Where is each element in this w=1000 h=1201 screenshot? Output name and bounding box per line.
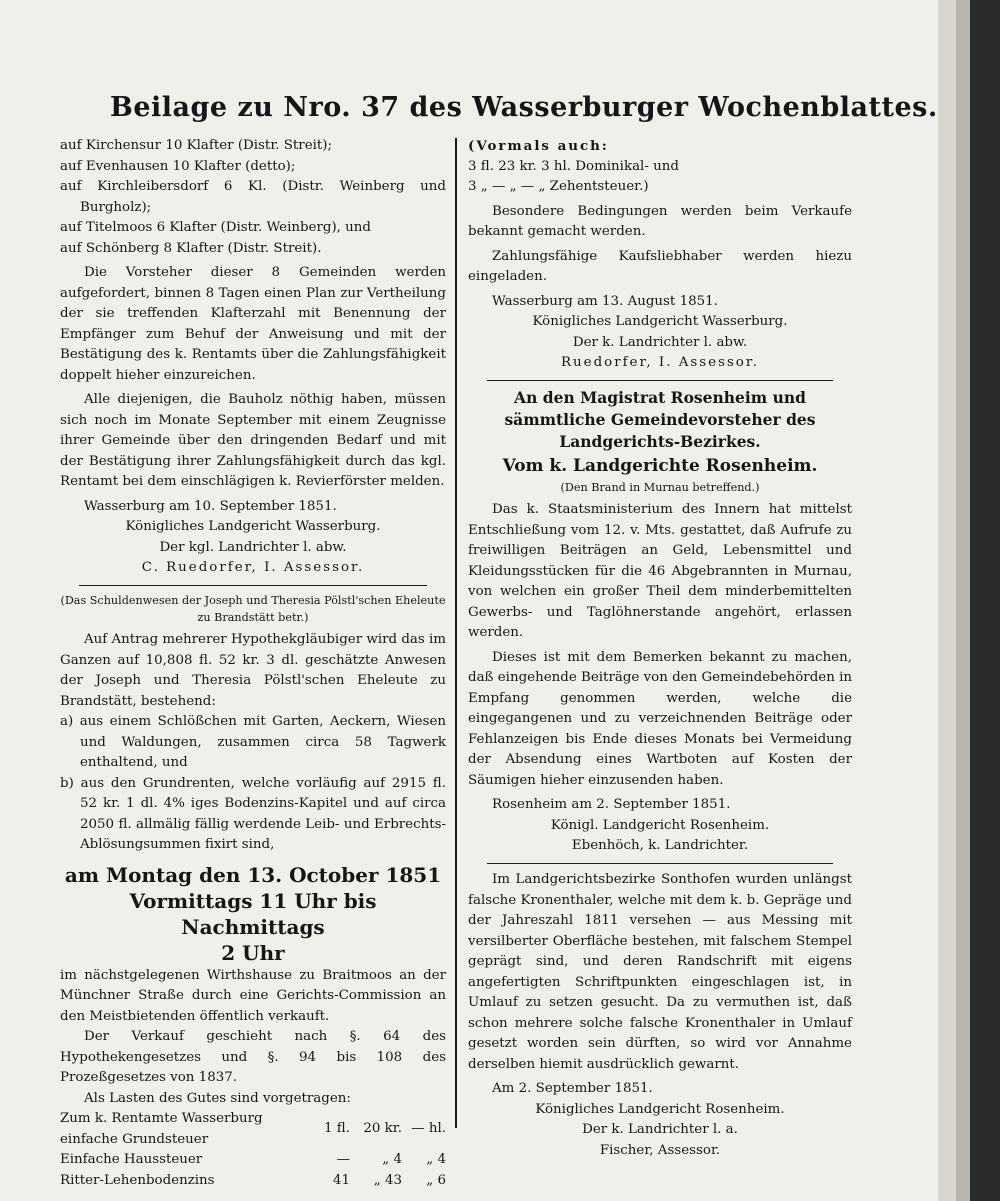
- paragraph: Besondere Bedingungen werden beim Verkaufe bekannt gemacht werden.: [468, 203, 852, 239]
- court-name: Königl. Landgericht Rosenheim.: [550, 817, 770, 833]
- table-cell: 1 fl.: [324, 1121, 350, 1137]
- paragraph: Dieses ist mit dem Bemerken bekannt zu machen, daß eingehende Beiträge von den Gemeindebehörden in Empfang genommen werden, welche die eingegangenen und zu verzeichnenden Beiträge oder Fehlanzeigen bis Ende dieses Monats bei Vermeidung der Absendung eines Wartboten auf Kosten der Säumigen hieher einzusenden haben.: [468, 649, 852, 788]
- divider: [487, 863, 833, 865]
- page-edge: [938, 0, 956, 1201]
- auction-time-end: 2 Uhr: [221, 940, 285, 965]
- signature: C. Ruedorfer, I. Assessor.: [141, 560, 365, 575]
- table-cell: „ 4: [382, 1152, 402, 1167]
- paragraph: Als Lasten des Gutes sind vorgetragen:: [84, 1090, 351, 1106]
- paragraph: Alle diejenigen, die Bauholz nöthig haben, müssen sich noch im Monate September mit einem Zeugnisse ihrer Gemeinde über den dringenden Bedarf und mit der Bestätigung ihrer Zahlungsfähigkeit durch das kgl. Rentamt bei dem einschlägigen k. Revierförster melden.: [60, 392, 446, 489]
- table-cell: 20 kr.: [363, 1121, 402, 1137]
- auction-time: Vormittags 11 Uhr bis Nachmittags: [129, 888, 377, 939]
- paragraph: Auf Antrag mehrerer Hypothekgläubiger wird das im Ganzen auf 10,808 fl. 52 kr. 3 dl. geschätzte Anwesen der Joseph und Theresia Pölstl'schen Eheleute zu Brandstätt, bestehend:: [60, 632, 446, 709]
- notice-subject: (Den Brand in Murnau betreffend.): [560, 481, 760, 494]
- vormals-line: 3 „ — „ — „ Zehentsteuer.): [468, 179, 649, 194]
- list-item: a) aus einem Schlößchen mit Garten, Aeckern, Wiesen und Waldungen, zusammen circa 58 Tagwerk enthaltend, und: [60, 714, 446, 770]
- table-cell: „ 6: [426, 1172, 446, 1188]
- divider: [487, 380, 833, 382]
- judge-line: Der k. Landrichter l. a.: [582, 1122, 738, 1137]
- paragraph: Im Landgerichtsbezirke Sonthofen wurden unlängst falsche Kronenthaler, welche mit dem k. b. Gepräge und der Jahreszahl 1811 versehen — aus Messing mit versilberter Oberfläche bestehen, mit falschem Stempel geprägt sind, und deren Randschrift mit eigens angefertigten Schriftpunkten eingeschlagen ist, in Umlauf zu setzen gesucht. Da zu vermuthen ist, daß schon mehrere solche falsche Kronenthaler in Umlauf gesetzt worden sein dürften, so wird vor Annahme derselben hiemit ausdrücklich gewarnt.: [468, 872, 852, 1072]
- table-row: [60, 1171, 446, 1192]
- list-item: auf Titelmoos 6 Klafter (Distr. Weinberg), und: [60, 220, 372, 235]
- auction-date: am Montag den 13. October 1851: [64, 862, 442, 887]
- table-row: [60, 1150, 446, 1171]
- court-name: Königliches Landgericht Rosenheim.: [535, 1101, 785, 1117]
- list-item: auf Schönberg 8 Klafter (Distr. Streit).: [60, 240, 322, 256]
- signature: Ebenhöch, k. Landrichter.: [571, 838, 749, 853]
- date-line: Wasserburg am 10. September 1851.: [84, 498, 337, 514]
- table-cell: „ 43: [373, 1172, 402, 1188]
- paragraph: Das k. Staatsministerium des Innern hat mittelst Entschließung vom 12. v. Mts. gestattet, daß Aufrufe zu freiwilligen Beiträgen an Geld, Lebensmittel und Kleidungsstücken für die 46 Abgebrannten in Murnau, von welchen ein großer Theil dem minderbemittelten Gewerbs- und Taglöhnerstande angehört, erlassen werden.: [468, 502, 852, 640]
- page-edge: [956, 0, 970, 1201]
- signature: Ruedorfer, I. Assessor.: [560, 355, 760, 370]
- date-line: Am 2. September 1851.: [492, 1081, 653, 1096]
- judge-line: Der k. Landrichter l. abw.: [572, 334, 748, 350]
- table-cell: 41: [332, 1172, 350, 1188]
- issuer-heading: Vom k. Landgerichte Rosenheim.: [502, 456, 818, 476]
- table-cell: Einfache Haussteuer: [60, 1152, 203, 1167]
- column-rule: [455, 138, 457, 1128]
- address-line: An den Magistrat Rosenheim und sämmtliche Gemeindevorsteher des Landgerichts-Bezirkes.: [504, 388, 816, 451]
- table-cell: — hl.: [411, 1121, 446, 1137]
- vormals-line: 3 fl. 23 kr. 3 hl. Dominikal- und: [468, 158, 679, 174]
- date-line: Rosenheim am 2. September 1851.: [492, 797, 731, 812]
- judge-line: Der kgl. Landrichter l. abw.: [159, 539, 347, 555]
- court-name: Königliches Landgericht Wasserburg.: [532, 314, 788, 329]
- date-line: Wasserburg am 13. August 1851.: [492, 293, 718, 309]
- list-item: auf Kirchleibersdorf 6 Kl. (Distr. Weinberg und Burgholz);: [60, 179, 446, 215]
- right-column: [468, 136, 852, 1161]
- table-cell: Ritter-Lehenbodenzins: [60, 1172, 215, 1188]
- list-item: auf Evenhausen 10 Klafter (detto);: [60, 158, 296, 174]
- table-cell: Zum k. Rentamte Wasserburg einfache Grundsteuer: [60, 1111, 263, 1147]
- book-spine-shadow: [970, 0, 1000, 1201]
- signature: Fischer, Assessor.: [599, 1142, 721, 1158]
- court-name: Königliches Landgericht Wasserburg.: [125, 519, 381, 534]
- divider: [79, 585, 426, 587]
- paragraph: Der Verkauf geschieht nach §. 64 des Hypothekengesetzes und §. 94 bis 108 des Prozeßgesetzes von 1837.: [60, 1029, 446, 1085]
- table-cell: „ 4: [426, 1152, 446, 1167]
- table-row: [60, 1109, 446, 1150]
- page-header: Beilage zu Nro. 37 des Wasserburger Wochenblattes.: [110, 92, 938, 123]
- vormals-heading: (Vormals auch:: [468, 138, 609, 154]
- paragraph: Die Vorsteher dieser 8 Gemeinden werden aufgefordert, binnen 8 Tagen einen Plan zur Vertheilung der sie treffenden Klafterzahl mit Benennung der Empfänger zum Behuf der Anweisung und mit der Bestätigung des k. Rentamts über die Zahlungsfähigkeit doppelt hieher einzureichen.: [60, 265, 446, 383]
- list-item: b) aus den Grundrenten, welche vorläufig auf 2915 fl. 52 kr. 1 dl. 4% iges Bodenzins-Kapitel und auf circa 2050 fl. allmälig fällig werdende Leib- und Erbrechts-Ablösungsummen fixirt sind,: [60, 775, 446, 852]
- left-column: [60, 136, 446, 1191]
- notice-subject: (Das Schuldenwesen der Joseph und Theresia Pölstl'schen Eheleute zu Brandstätt betr.): [60, 594, 446, 624]
- paragraph: im nächstgelegenen Wirthshause zu Braitmoos an der Münchner Straße durch eine Gerichts-Commission an den Meistbietenden öffentlich verkauft.: [60, 967, 446, 1024]
- list-item: auf Kirchensur 10 Klafter (Distr. Streit);: [60, 138, 333, 153]
- table-cell: —: [336, 1152, 350, 1167]
- charges-table: [60, 1109, 446, 1191]
- paragraph: Zahlungsfähige Kaufsliebhaber werden hiezu eingeladen.: [468, 248, 852, 284]
